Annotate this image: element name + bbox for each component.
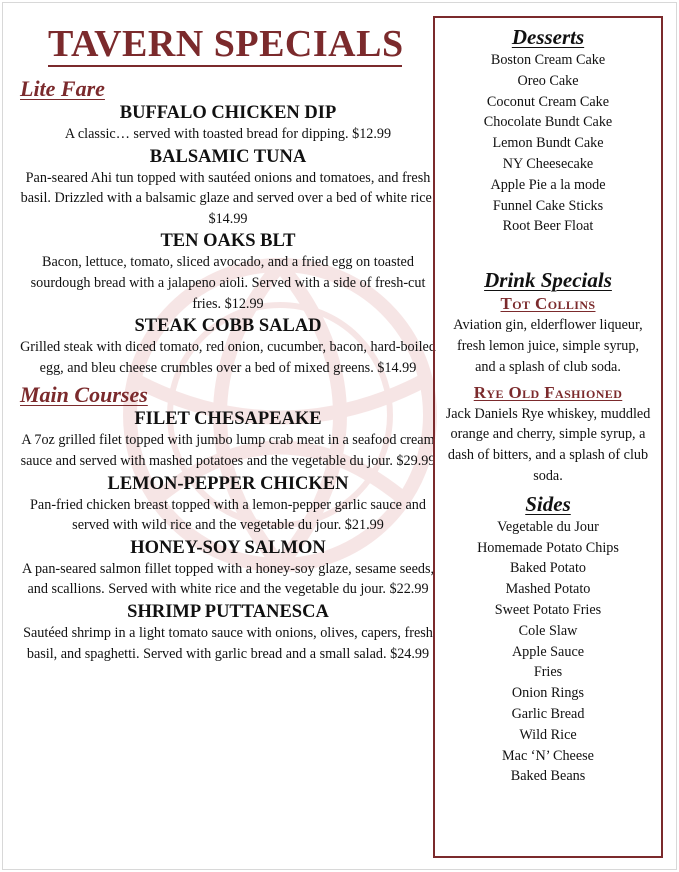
menu-item-description: Grilled steak with diced tomato, red onion, cucumber, bacon, hard-boiled egg, and bleu cheese crumbles over a bed of mixed greens. $14.99 bbox=[20, 339, 436, 376]
sides-heading: Sides bbox=[525, 491, 571, 516]
menu-item-description: Pan-seared Ahi tun topped with sautéed onions and tomatoes, and fresh basil. Drizzled with a balsamic glaze and served over a bed of white rice. $14.99 bbox=[20, 169, 436, 227]
menu-item-description: Bacon, lettuce, tomato, sliced avocado, and a fried egg on toasted sourdough bread with a jalapeno aioli. Served with a side of fresh-cut fries. $12.99 bbox=[30, 254, 426, 312]
menu-item-description: A 7oz grilled filet topped with jumbo lump crab meat in a seafood cream sauce and served with mashed potatoes and the vegetable du jour. $29.99 bbox=[20, 432, 436, 469]
list-item: Oreo Cake bbox=[517, 72, 579, 89]
drink-description: Aviation gin, elderflower liqueur, fresh lemon juice, simple syrup, and a splash of club soda. bbox=[453, 317, 643, 375]
list-item: Baked Beans bbox=[510, 768, 586, 785]
drink-specials-heading: Drink Specials bbox=[484, 268, 612, 293]
list-item: Boston Cream Cake bbox=[490, 52, 606, 68]
menu-item bbox=[20, 537, 436, 600]
menu-item-name: FILET CHESAPEAKE bbox=[134, 409, 322, 430]
list-item: Onion Rings bbox=[511, 685, 585, 702]
left-column bbox=[20, 76, 436, 665]
drink-name: Rye Old Fashioned bbox=[473, 382, 623, 402]
page-title: TAVERN SPECIALS bbox=[48, 23, 404, 65]
right-column bbox=[435, 24, 661, 787]
list-item: Mac ‘N’ Cheese bbox=[502, 747, 594, 764]
menu-item bbox=[20, 601, 436, 664]
desserts-heading: Desserts bbox=[511, 25, 585, 49]
menu-item-name: SHRIMP PUTTANESCA bbox=[127, 601, 329, 622]
menu-item bbox=[20, 230, 436, 314]
menu-item bbox=[20, 408, 436, 471]
list-item: Funnel Cake Sticks bbox=[492, 197, 604, 214]
list-item: Cole Slaw bbox=[518, 622, 578, 639]
list-item: Apple Pie a la mode bbox=[490, 176, 606, 193]
list-item: Chocolate Bundt Cake bbox=[483, 114, 613, 131]
menu-item bbox=[20, 146, 436, 230]
menu-item-name: STEAK COBB SALAD bbox=[134, 316, 322, 337]
menu-item bbox=[20, 473, 436, 536]
list-item: Sweet Potato Fries bbox=[494, 601, 602, 618]
menu-item-name: TEN OAKS BLT bbox=[160, 231, 296, 252]
list-item: NY Cheesecake bbox=[502, 155, 594, 172]
list-item: Mashed Potato bbox=[505, 581, 591, 598]
menu-item-name: HONEY-SOY SALMON bbox=[130, 537, 326, 558]
list-item: Coconut Cream Cake bbox=[486, 93, 610, 110]
menu-item-description: Sautéed shrimp in a light tomato sauce with onions, olives, capers, fresh basil, and spaghetti. Served with garlic bread and a small salad. $24.99 bbox=[23, 624, 433, 662]
title-underline bbox=[48, 65, 402, 67]
lite-fare-heading: Lite Fare bbox=[20, 76, 105, 101]
menu-item bbox=[20, 102, 436, 145]
list-item: Baked Potato bbox=[509, 560, 587, 577]
drink-description: Jack Daniels Rye whiskey, muddled orange and cherry, simple syrup, a dash of bitters, and a splash of club soda. bbox=[445, 405, 651, 484]
drink-name: Tot Collins bbox=[500, 294, 596, 314]
list-item: Root Beer Float bbox=[502, 218, 594, 235]
list-item: Wild Rice bbox=[519, 726, 577, 743]
list-item: Homemade Potato Chips bbox=[477, 539, 619, 556]
menu-item-name: BALSAMIC TUNA bbox=[149, 146, 307, 167]
menu-item-description: A pan-seared salmon fillet topped with a honey-soy glaze, sesame seeds, and scallions. Served with white rice and the vegetable du jour. $22.99 bbox=[21, 560, 435, 598]
menu-item-description: A classic… served with toasted bread for dipping. $12.99 bbox=[64, 126, 392, 142]
menu-item-name: LEMON-PEPPER CHICKEN bbox=[107, 473, 349, 494]
menu-item-description: Pan-fried chicken breast topped with a lemon-pepper garlic sauce and served with wild rice and the vegetable du jour. $21.99 bbox=[30, 496, 426, 534]
main-courses-heading: Main Courses bbox=[20, 382, 148, 408]
menu-item-name: BUFFALO CHICKEN DIP bbox=[119, 103, 337, 123]
menu-item bbox=[20, 315, 436, 378]
list-item: Fries bbox=[533, 664, 563, 681]
list-item: Apple Sauce bbox=[511, 643, 585, 660]
list-item: Garlic Bread bbox=[511, 705, 585, 722]
list-item: Vegetable du Jour bbox=[497, 518, 599, 535]
list-item: Lemon Bundt Cake bbox=[492, 135, 604, 152]
